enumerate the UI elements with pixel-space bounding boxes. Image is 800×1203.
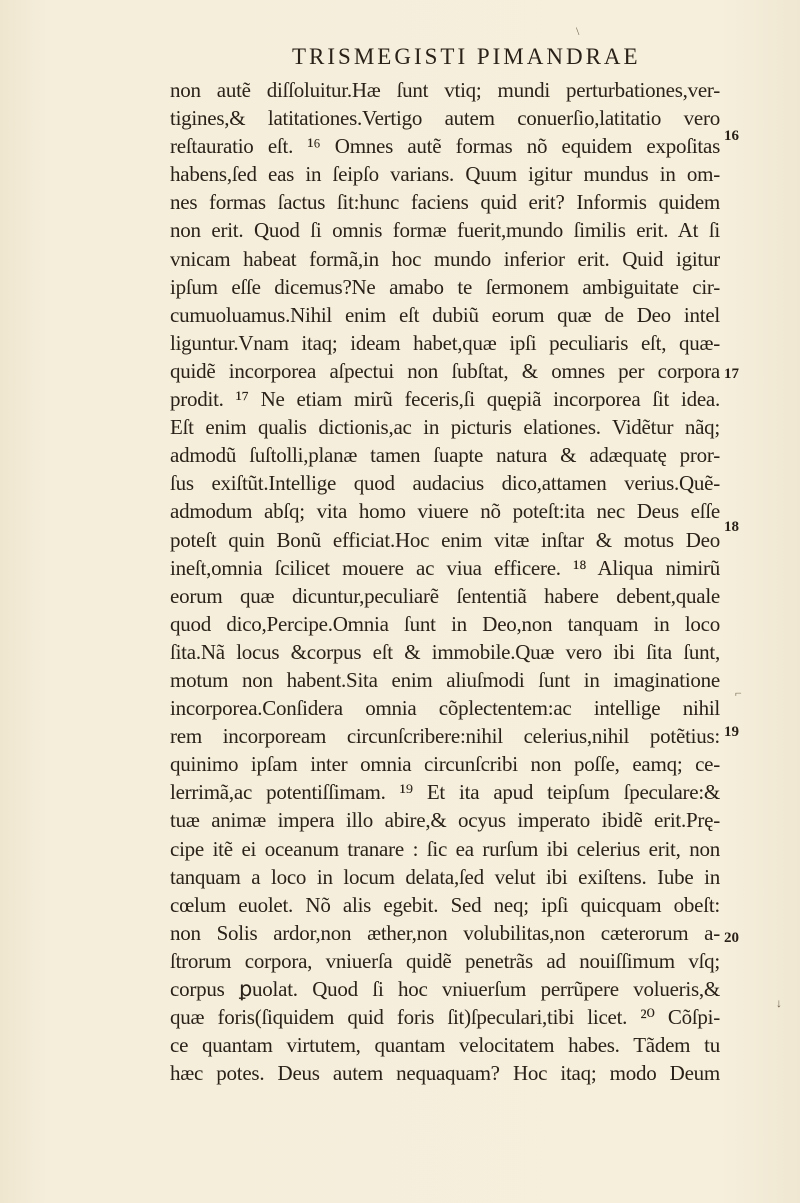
text-line: tigines,& latitationes.Vertigo autem conuerſio,latitatio vero	[170, 106, 720, 131]
text-line: nes formas ſactus ſit:hunc faciens quid erit? Informis quidem	[170, 190, 720, 215]
text-line: motum non habent.Sita enim aliuſmodi ſunt in imaginatione	[170, 667, 720, 692]
text-line: tuæ animæ impera illo abire,& ocyus imperato ibidẽ erit.Prę-	[170, 808, 720, 833]
text-line: cumuoluamus.Nihil enim eſt dubiũ eorum quæ de Deo intel	[170, 302, 720, 327]
text-line: quidẽ incorporea aſpectui non ſubſtat, & omnes per corpora	[170, 358, 720, 383]
text-line: Eſt enim qualis dictionis,ac in picturis elationes. Vidẽtur nãq;	[170, 415, 720, 440]
text-line: lerrimã,ac potentiſſimam. ¹⁹ Et ita apud teipſum ſpeculare:&	[170, 780, 720, 805]
text-line: eorum quæ dicuntur,peculiarẽ ſententiã habere debent,quale	[170, 583, 720, 608]
text-line: ipſum eſſe dicemus?Ne amabo te ſermonem ambiguitate cir-	[170, 274, 720, 299]
text-line: ce quantam virtutem, quantam velocitatem habes. Tãdem tu	[170, 1033, 720, 1058]
text-line: vnicam habeat formã,in hoc mundo inferior erit. Quid igitur	[170, 246, 720, 271]
margin-section-number: 19	[724, 724, 739, 740]
corner-mark: ↓	[776, 996, 782, 1010]
margin-section-number: 16	[724, 128, 739, 144]
margin-section-number: 18	[724, 519, 739, 535]
text-line: reſtauratio eſt. ¹⁶ Omnes autẽ formas nõ equidem expoſitas	[170, 134, 720, 159]
text-line: quod dico,Percipe.Omnia ſunt in Deo,non tanquam in loco	[170, 611, 720, 636]
text-line: admodũ ſuſtolli,planæ tamen ſuapte natura & adæquatę pror-	[170, 443, 720, 468]
text-line: corpus ꝑuolat. Quod ſi hoc vniuerſum perrũpere volueris,&	[170, 977, 720, 1001]
text-line: quinimo ipſam inter omnia circunſcribi non poſſe, eamq; ce-	[170, 752, 720, 777]
text-line: ineſt,omnia ſcilicet mouere ac viua efficere. ¹⁸ Aliqua nimirũ	[170, 555, 720, 580]
bracket-mark: ⌐	[735, 686, 742, 700]
corner-mark: \	[576, 24, 580, 38]
margin-section-number: 20	[724, 930, 739, 946]
text-line: liguntur.Vnam itaq; ideam habet,quæ ipſi peculiaris eſt, quæ-	[170, 330, 720, 355]
text-line: cœlum euolet. Nõ alis egebit. Sed neq; ipſi quicquam obeſt:	[170, 892, 720, 917]
text-line: admodum abſq; vita homo viuere nõ poteſt:ita nec Deus eſſe	[170, 499, 720, 524]
text-line: quæ foris(ſiquidem quid foris ſit)ſpeculari,tibi licet. ²⁰ Cõſpi-	[170, 1005, 720, 1030]
text-line: non erit. Quod ſi omnis formæ fuerit,mundo ſimilis erit. At ſi	[170, 218, 720, 243]
text-line: ſita.Nã locus &corpus eſt & immobile.Quæ vero ibi ſita ſunt,	[170, 639, 720, 664]
text-line: tanquam a loco in locum delata,ſed velut ibi exiſtens. Iube in	[170, 864, 720, 889]
text-line: ſtrorum corpora, vniuerſa quidẽ penetrãs ad nouiſſimum vſq;	[170, 948, 720, 973]
text-line: poteſt quin Bonũ efficiat.Hoc enim vitæ inſtar & motus Deo	[170, 527, 720, 552]
text-line: non autẽ diſſoluitur.Hæ ſunt vtiq; mundi perturbationes,ver-	[170, 78, 720, 102]
text-line: cipe itẽ ei oceanum tranare : ſic ea rurſum ibi celerius erit, non	[170, 836, 720, 861]
text-line: incorporea.Conſidera omnia cõplectentem:ac intellige nihil	[170, 696, 720, 721]
text-block	[170, 76, 720, 1087]
text-line: habens,ſed eas in ſeipſo varians. Quum igitur mundus in om-	[170, 162, 720, 187]
text-line: prodit. ¹⁷ Ne etiam mirũ feceris,ſi quępiã incorporea ſit idea.	[170, 387, 720, 412]
margin-section-number: 17	[724, 366, 739, 382]
text-line: non Solis ardor,non æther,non volubilitas,non cæterorum a-	[170, 920, 720, 945]
text-line: rem incorpoream circunſcribere:nihil celerius,nihil potẽtius:	[170, 724, 720, 749]
text-line: hæc potes. Deus autem nequaquam? Hoc itaq; modo Deum	[170, 1061, 720, 1086]
text-line: ſus exiſtũt.Intellige quod audacius dico,attamen verius.Quẽ-	[170, 471, 720, 496]
running-title: TRISMEGISTI PIMANDRAE	[292, 44, 641, 69]
